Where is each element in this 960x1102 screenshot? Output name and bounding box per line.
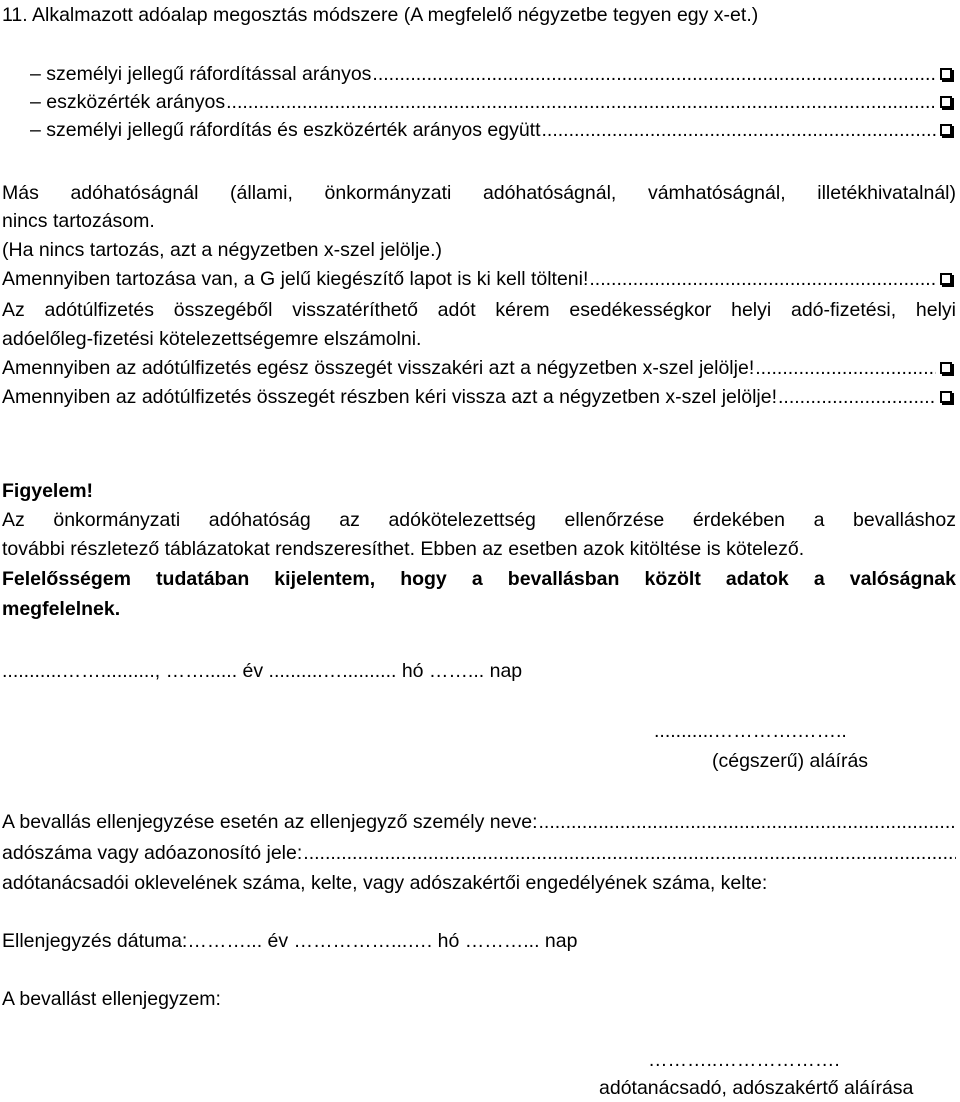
countersigner-taxnum-label: adószáma vagy adóazonosító jele: xyxy=(2,842,303,864)
signature-label: (cégszerű) aláírás xyxy=(712,750,869,772)
countersign-signature-label: adótanácsadó, adószakértő aláírása xyxy=(599,1077,914,1099)
option-label: – személyi jellegű ráfordítással arányos xyxy=(30,63,372,85)
overpayment-full-row xyxy=(2,355,956,381)
option-label: – eszközérték arányos xyxy=(30,91,226,113)
dot-leader xyxy=(542,117,937,143)
countersign-date-line: Ellenjegyzés dátuma:………... év ……………...…. hó ………... nap xyxy=(2,930,578,952)
overpayment-full-label: Amennyiben az adótúlfizetés egész összegét visszakéri azt a négyzetben x-szel jelölje! xyxy=(2,357,755,379)
checkbox-combined[interactable] xyxy=(940,124,952,136)
overpayment-partial-row xyxy=(2,384,956,410)
date-line: ...........…….........., ……...... év ..........….......... hó ……... nap xyxy=(2,660,523,682)
warning-heading: Figyelem! xyxy=(2,480,94,502)
countersigner-name-label: A bevallás ellenjegyzése esetén az ellenjegyző személy neve: xyxy=(2,811,538,833)
countersigner-license-label: adótanácsadói oklevelének száma, kelte, vagy adószakértői engedélyének száma, kelte: xyxy=(2,872,768,894)
debt-line-1: Más adóhatóságnál (állami, önkormányzati adóhatóságnál, vámhatóságnál, illetékhivatalnál) xyxy=(2,182,956,204)
countersigner-name-row xyxy=(2,809,956,835)
section-11-title: 11. Alkalmazott adóalap megosztás módszere (A megfelelő négyzetbe tegyen egy x-et.) xyxy=(2,4,759,26)
countersign-signature-dots: ………..………………. xyxy=(648,1049,840,1071)
option-personal-costs xyxy=(30,61,956,87)
dot-leader xyxy=(778,384,936,410)
countersigner-taxnum-field[interactable] xyxy=(303,840,956,866)
option-label: – személyi jellegű ráfordítás és eszközérték arányos együtt xyxy=(30,119,541,141)
overpayment-partial-label: Amennyiben az adótúlfizetés összegét részben kéri vissza azt a négyzetben x-szel jelölje! xyxy=(2,386,777,408)
debt-note: Amennyiben tartozása van, a G jelű kiegészítő lapot is ki kell tölteni! xyxy=(2,268,589,290)
countersigner-taxnum-row xyxy=(2,840,956,866)
dot-leader xyxy=(372,61,936,87)
overpayment-line-2: adóelőleg-fizetési kötelezettségemre elszámolni. xyxy=(2,328,422,350)
dot-leader xyxy=(589,266,936,292)
declaration-line-1: Felelősségem tudatában kijelentem, hogy a bevallásban közölt adatok a valóságnak xyxy=(2,568,956,590)
warning-line-2: további részletező táblázatokat rendszeresíthet. Ebben az esetben azok kitöltése is kötelező. xyxy=(2,538,805,560)
signature-dots: ...........………….…….. xyxy=(654,720,847,742)
overpayment-line-1: Az adótúlfizetés összegéből visszatéríthető adót kérem esedékességkor helyi adó-fizetési, helyi xyxy=(2,299,956,321)
option-asset-value xyxy=(30,89,956,115)
debt-line-4 xyxy=(2,266,956,292)
countersign-statement: A bevallást ellenjegyzem: xyxy=(2,988,221,1010)
debt-line-3: (Ha nincs tartozás, azt a négyzetben x-szel jelölje.) xyxy=(2,239,443,261)
dot-leader xyxy=(755,355,936,381)
dot-leader xyxy=(226,89,936,115)
checkbox-asset-value[interactable] xyxy=(940,96,952,108)
countersigner-name-field[interactable] xyxy=(539,809,957,835)
checkbox-personal-costs[interactable] xyxy=(940,68,952,80)
warning-line-1: Az önkormányzati adóhatóság az adókötelezettség ellenőrzése érdekében a bevalláshoz xyxy=(2,509,956,531)
checkbox-full-refund[interactable] xyxy=(940,362,952,374)
checkbox-partial-refund[interactable] xyxy=(940,391,952,403)
checkbox-no-debt[interactable] xyxy=(940,273,952,285)
option-combined xyxy=(30,117,956,143)
debt-line-2: nincs tartozásom. xyxy=(2,210,155,232)
declaration-line-2: megfelelnek. xyxy=(2,598,121,620)
